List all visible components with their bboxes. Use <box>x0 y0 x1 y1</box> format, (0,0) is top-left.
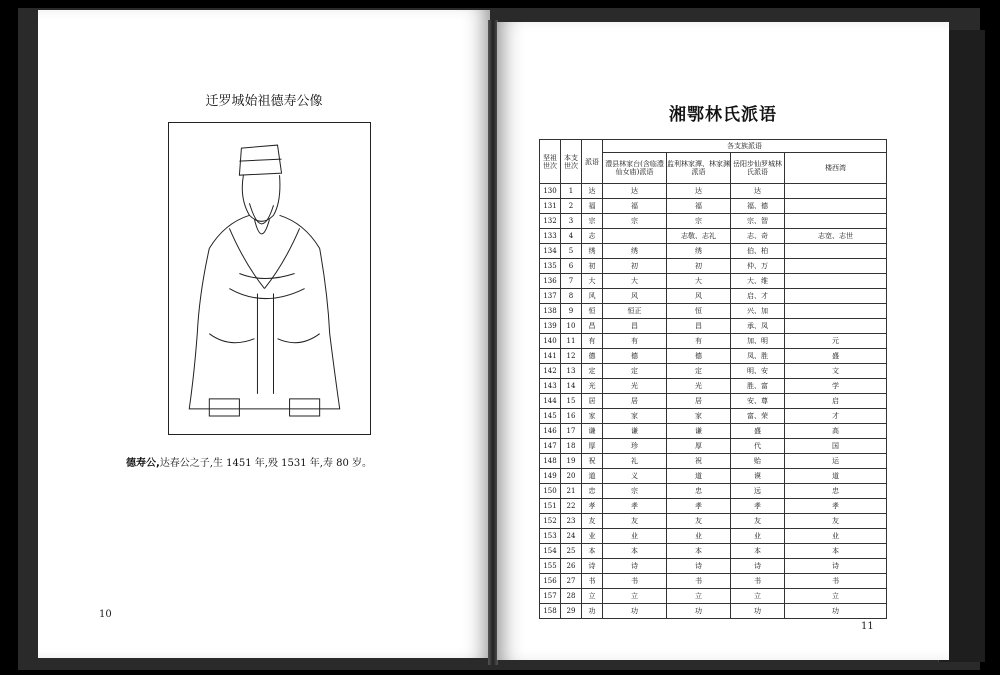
table-cell: 伯、柏 <box>731 244 785 259</box>
table-cell: 134 <box>540 244 561 259</box>
table-row <box>540 274 887 289</box>
table-cell: 9 <box>561 304 582 319</box>
table-cell: 达 <box>667 184 731 199</box>
table-cell: 有 <box>667 334 731 349</box>
table-cell: 初 <box>582 259 603 274</box>
table-cell: 本 <box>603 544 667 559</box>
table-row <box>540 199 887 214</box>
table-cell: 145 <box>540 409 561 424</box>
table-cell: 家 <box>667 409 731 424</box>
table-cell: 昌 <box>582 319 603 334</box>
table-cell: 3 <box>561 214 582 229</box>
table-cell: 居 <box>582 394 603 409</box>
table-cell: 承、凤 <box>731 319 785 334</box>
table-cell: 书 <box>582 574 603 589</box>
table-cell: 宗 <box>667 214 731 229</box>
table-cell: 家 <box>603 409 667 424</box>
table-cell: 大 <box>603 274 667 289</box>
table-cell: 祝 <box>667 454 731 469</box>
table-cell <box>785 319 887 334</box>
table-cell: 功 <box>582 604 603 619</box>
table-cell: 达 <box>582 184 603 199</box>
table-cell: 147 <box>540 439 561 454</box>
table-cell: 光 <box>667 379 731 394</box>
table-cell: 诗 <box>667 559 731 574</box>
table-cell: 本 <box>667 544 731 559</box>
table-cell: 道 <box>785 469 887 484</box>
table-cell: 宗、智 <box>731 214 785 229</box>
table-cell: 达 <box>603 184 667 199</box>
table-cell: 加、明 <box>731 334 785 349</box>
table-cell <box>785 214 887 229</box>
table-row <box>540 244 887 259</box>
table-cell: 7 <box>561 274 582 289</box>
table-cell: 孝 <box>667 499 731 514</box>
table-cell <box>785 184 887 199</box>
table-cell: 23 <box>561 514 582 529</box>
table-cell: 礼 <box>603 454 667 469</box>
table-cell: 昌 <box>667 319 731 334</box>
table-cell: 风 <box>582 289 603 304</box>
table-cell: 友 <box>667 514 731 529</box>
table-cell: 祝 <box>582 454 603 469</box>
table-cell: 17 <box>561 424 582 439</box>
table-cell: 16 <box>561 409 582 424</box>
table-cell <box>785 244 887 259</box>
table-cell: 大 <box>667 274 731 289</box>
table-row <box>540 184 887 199</box>
table-cell: 友 <box>785 514 887 529</box>
table-cell: 谦 <box>603 424 667 439</box>
table-row <box>540 469 887 484</box>
table-row <box>540 544 887 559</box>
table-cell: 诗 <box>582 559 603 574</box>
table-body <box>540 184 887 619</box>
table-cell: 136 <box>540 274 561 289</box>
table-cell: 144 <box>540 394 561 409</box>
page-number-left: 10 <box>99 609 112 620</box>
table-cell: 家 <box>582 409 603 424</box>
caption-text: 达春公之子,生 1451 年,殁 1531 年,寿 80 岁。 <box>159 458 373 469</box>
table-cell: 孝 <box>603 499 667 514</box>
table-cell: 156 <box>540 574 561 589</box>
table-cell: 德 <box>582 349 603 364</box>
sub-header: 岳阳步仙罗城林氏派语 <box>731 153 785 184</box>
table-cell: 忠 <box>667 484 731 499</box>
table-cell: 文 <box>785 364 887 379</box>
table-cell: 盛 <box>785 349 887 364</box>
table-row <box>540 439 887 454</box>
table-cell: 业 <box>667 529 731 544</box>
table-cell: 131 <box>540 199 561 214</box>
table-cell: 书 <box>667 574 731 589</box>
table-cell: 绣 <box>603 244 667 259</box>
table-cell: 8 <box>561 289 582 304</box>
table-cell: 启 <box>785 394 887 409</box>
table-cell <box>603 229 667 244</box>
table-cell: 25 <box>561 544 582 559</box>
header-col1: 坚祖世次 <box>540 140 561 184</box>
table-cell: 盛 <box>731 424 785 439</box>
table-row <box>540 304 887 319</box>
table-row <box>540 454 887 469</box>
table-cell: 158 <box>540 604 561 619</box>
table-cell: 学 <box>785 379 887 394</box>
table-cell: 146 <box>540 424 561 439</box>
table-cell: 初 <box>603 259 667 274</box>
table-cell: 道 <box>667 469 731 484</box>
table-cell: 明、安 <box>731 364 785 379</box>
page-number-right: 11 <box>861 621 874 632</box>
table-cell: 义 <box>603 469 667 484</box>
table-cell: 绣 <box>667 244 731 259</box>
seated-ancestor-drawing <box>169 123 370 434</box>
sub-header: 澧县林家台(含临澧仙女庙)派语 <box>603 153 667 184</box>
table-cell: 定 <box>582 364 603 379</box>
table-cell: 24 <box>561 529 582 544</box>
table-cell: 福 <box>603 199 667 214</box>
portrait-illustration <box>168 122 371 435</box>
table-cell: 谦 <box>667 424 731 439</box>
table-cell: 有 <box>582 334 603 349</box>
table-cell: 5 <box>561 244 582 259</box>
table-cell: 恒正 <box>603 304 667 319</box>
table-cell: 定 <box>603 364 667 379</box>
table-row <box>540 349 887 364</box>
table-cell: 忠 <box>785 484 887 499</box>
table-cell: 居 <box>667 394 731 409</box>
table-cell: 业 <box>582 529 603 544</box>
generation-names-table <box>539 139 887 619</box>
table-cell: 29 <box>561 604 582 619</box>
right-page <box>497 22 949 660</box>
table-cell: 仲、万 <box>731 259 785 274</box>
table-cell: 凤、胜 <box>731 349 785 364</box>
table-cell: 大、维 <box>731 274 785 289</box>
table-cell: 志 <box>582 229 603 244</box>
table-cell: 大 <box>582 274 603 289</box>
table-cell: 功 <box>603 604 667 619</box>
table-cell: 130 <box>540 184 561 199</box>
table-cell: 胜、富 <box>731 379 785 394</box>
table-cell: 德 <box>603 349 667 364</box>
table-cell: 风 <box>667 289 731 304</box>
table-row <box>540 229 887 244</box>
table-cell: 高 <box>785 424 887 439</box>
table-row <box>540 514 887 529</box>
table-cell: 风 <box>603 289 667 304</box>
table-row <box>540 424 887 439</box>
table-cell: 135 <box>540 259 561 274</box>
table-cell: 139 <box>540 319 561 334</box>
table-cell: 立 <box>785 589 887 604</box>
table-cell: 友 <box>582 514 603 529</box>
header-col3: 派语 <box>582 140 603 184</box>
portrait-caption <box>126 454 372 469</box>
table-cell: 本 <box>582 544 603 559</box>
table-cell: 启、才 <box>731 289 785 304</box>
table-cell: 达 <box>731 184 785 199</box>
table-cell <box>785 259 887 274</box>
table-cell: 143 <box>540 379 561 394</box>
table-cell: 140 <box>540 334 561 349</box>
table-cell: 福、德 <box>731 199 785 214</box>
table-row <box>540 379 887 394</box>
table-cell: 富、荣 <box>731 409 785 424</box>
table-cell: 诗 <box>603 559 667 574</box>
table-cell <box>785 274 887 289</box>
table-cell: 12 <box>561 349 582 364</box>
table-cell <box>785 289 887 304</box>
table-row <box>540 259 887 274</box>
table-cell: 代 <box>731 439 785 454</box>
table-cell: 昌 <box>603 319 667 334</box>
sub-header: 楼西湾 <box>785 153 887 184</box>
table-cell: 137 <box>540 289 561 304</box>
table-cell: 运 <box>785 454 887 469</box>
table-cell: 28 <box>561 589 582 604</box>
table-cell: 19 <box>561 454 582 469</box>
table-cell: 宗 <box>582 214 603 229</box>
table-cell: 148 <box>540 454 561 469</box>
table-cell: 初 <box>667 259 731 274</box>
table-cell <box>785 304 887 319</box>
table-cell: 才 <box>785 409 887 424</box>
table-cell: 厚 <box>582 439 603 454</box>
table-cell: 德 <box>667 349 731 364</box>
table-row <box>540 529 887 544</box>
table-cell: 居 <box>603 394 667 409</box>
table-cell: 远 <box>731 484 785 499</box>
table-cell: 珍 <box>603 439 667 454</box>
table-cell: 宗 <box>603 484 667 499</box>
table-cell: 14 <box>561 379 582 394</box>
table-cell: 立 <box>667 589 731 604</box>
table-cell: 功 <box>667 604 731 619</box>
table-cell: 154 <box>540 544 561 559</box>
table-row <box>540 499 887 514</box>
table-cell: 10 <box>561 319 582 334</box>
table-cell: 宗 <box>603 214 667 229</box>
table-cell: 忠 <box>582 484 603 499</box>
table-cell: 道 <box>582 469 603 484</box>
table-row <box>540 334 887 349</box>
table-cell: 功 <box>785 604 887 619</box>
table-cell: 26 <box>561 559 582 574</box>
table-cell: 志、奇 <box>731 229 785 244</box>
portrait-title: 迁罗城始祖德寿公像 <box>205 94 323 109</box>
table-cell: 光 <box>603 379 667 394</box>
table-cell: 155 <box>540 559 561 574</box>
table-cell: 志敬、志礼 <box>667 229 731 244</box>
table-cell: 谟 <box>731 469 785 484</box>
table-row <box>540 289 887 304</box>
table-cell: 福 <box>667 199 731 214</box>
table-cell: 贻 <box>731 454 785 469</box>
table-cell: 业 <box>731 529 785 544</box>
header-col2: 本支世次 <box>561 140 582 184</box>
sub-header: 监利林家潭、林家渊派语 <box>667 153 731 184</box>
table-cell: 绣 <box>582 244 603 259</box>
left-page <box>38 10 490 658</box>
table-cell: 志宽、志世 <box>785 229 887 244</box>
table-cell: 立 <box>731 589 785 604</box>
table-cell: 20 <box>561 469 582 484</box>
table-cell: 业 <box>603 529 667 544</box>
table-cell: 21 <box>561 484 582 499</box>
table-cell: 133 <box>540 229 561 244</box>
table-cell: 本 <box>785 544 887 559</box>
table-cell: 厚 <box>667 439 731 454</box>
table-cell: 15 <box>561 394 582 409</box>
table-cell: 18 <box>561 439 582 454</box>
table-cell: 书 <box>731 574 785 589</box>
table-cell: 业 <box>785 529 887 544</box>
table-cell: 诗 <box>731 559 785 574</box>
table-cell: 立 <box>582 589 603 604</box>
table-cell: 功 <box>731 604 785 619</box>
table-cell: 22 <box>561 499 582 514</box>
table-row <box>540 589 887 604</box>
table-cell: 谦 <box>582 424 603 439</box>
table-cell: 11 <box>561 334 582 349</box>
table-cell: 142 <box>540 364 561 379</box>
caption-name: 德寿公, <box>126 458 160 469</box>
table-cell: 27 <box>561 574 582 589</box>
table-cell: 1 <box>561 184 582 199</box>
table-cell: 福 <box>582 199 603 214</box>
table-cell: 恒 <box>582 304 603 319</box>
table-cell: 友 <box>731 514 785 529</box>
table-cell: 138 <box>540 304 561 319</box>
table-cell: 150 <box>540 484 561 499</box>
table-cell: 有 <box>603 334 667 349</box>
table-cell: 光 <box>582 379 603 394</box>
table-cell: 国 <box>785 439 887 454</box>
table-cell: 诗 <box>785 559 887 574</box>
table-cell: 立 <box>603 589 667 604</box>
table-row <box>540 364 887 379</box>
table-cell: 书 <box>785 574 887 589</box>
table-cell: 元 <box>785 334 887 349</box>
table-cell <box>785 199 887 214</box>
table-cell: 友 <box>603 514 667 529</box>
table-row <box>540 409 887 424</box>
table-cell: 6 <box>561 259 582 274</box>
table-cell: 孝 <box>731 499 785 514</box>
table-cell: 141 <box>540 349 561 364</box>
table-cell: 本 <box>731 544 785 559</box>
table-cell: 153 <box>540 529 561 544</box>
table-cell: 定 <box>667 364 731 379</box>
table-cell: 恒 <box>667 304 731 319</box>
table-cell: 4 <box>561 229 582 244</box>
table-cell: 157 <box>540 589 561 604</box>
table-row <box>540 559 887 574</box>
table-row <box>540 319 887 334</box>
table-cell: 书 <box>603 574 667 589</box>
table-cell: 孝 <box>785 499 887 514</box>
table-cell: 兴、加 <box>731 304 785 319</box>
table-cell: 13 <box>561 364 582 379</box>
table-cell: 151 <box>540 499 561 514</box>
table-row <box>540 604 887 619</box>
table-row <box>540 214 887 229</box>
header-group: 各支族派语 <box>603 140 887 153</box>
table-row <box>540 574 887 589</box>
table-row <box>540 484 887 499</box>
table-title: 湘鄂林氏派语 <box>669 105 777 125</box>
table-cell: 孝 <box>582 499 603 514</box>
table-cell: 安、尊 <box>731 394 785 409</box>
table-row <box>540 394 887 409</box>
table-cell: 149 <box>540 469 561 484</box>
table-cell: 152 <box>540 514 561 529</box>
table-cell: 2 <box>561 199 582 214</box>
table-cell: 132 <box>540 214 561 229</box>
